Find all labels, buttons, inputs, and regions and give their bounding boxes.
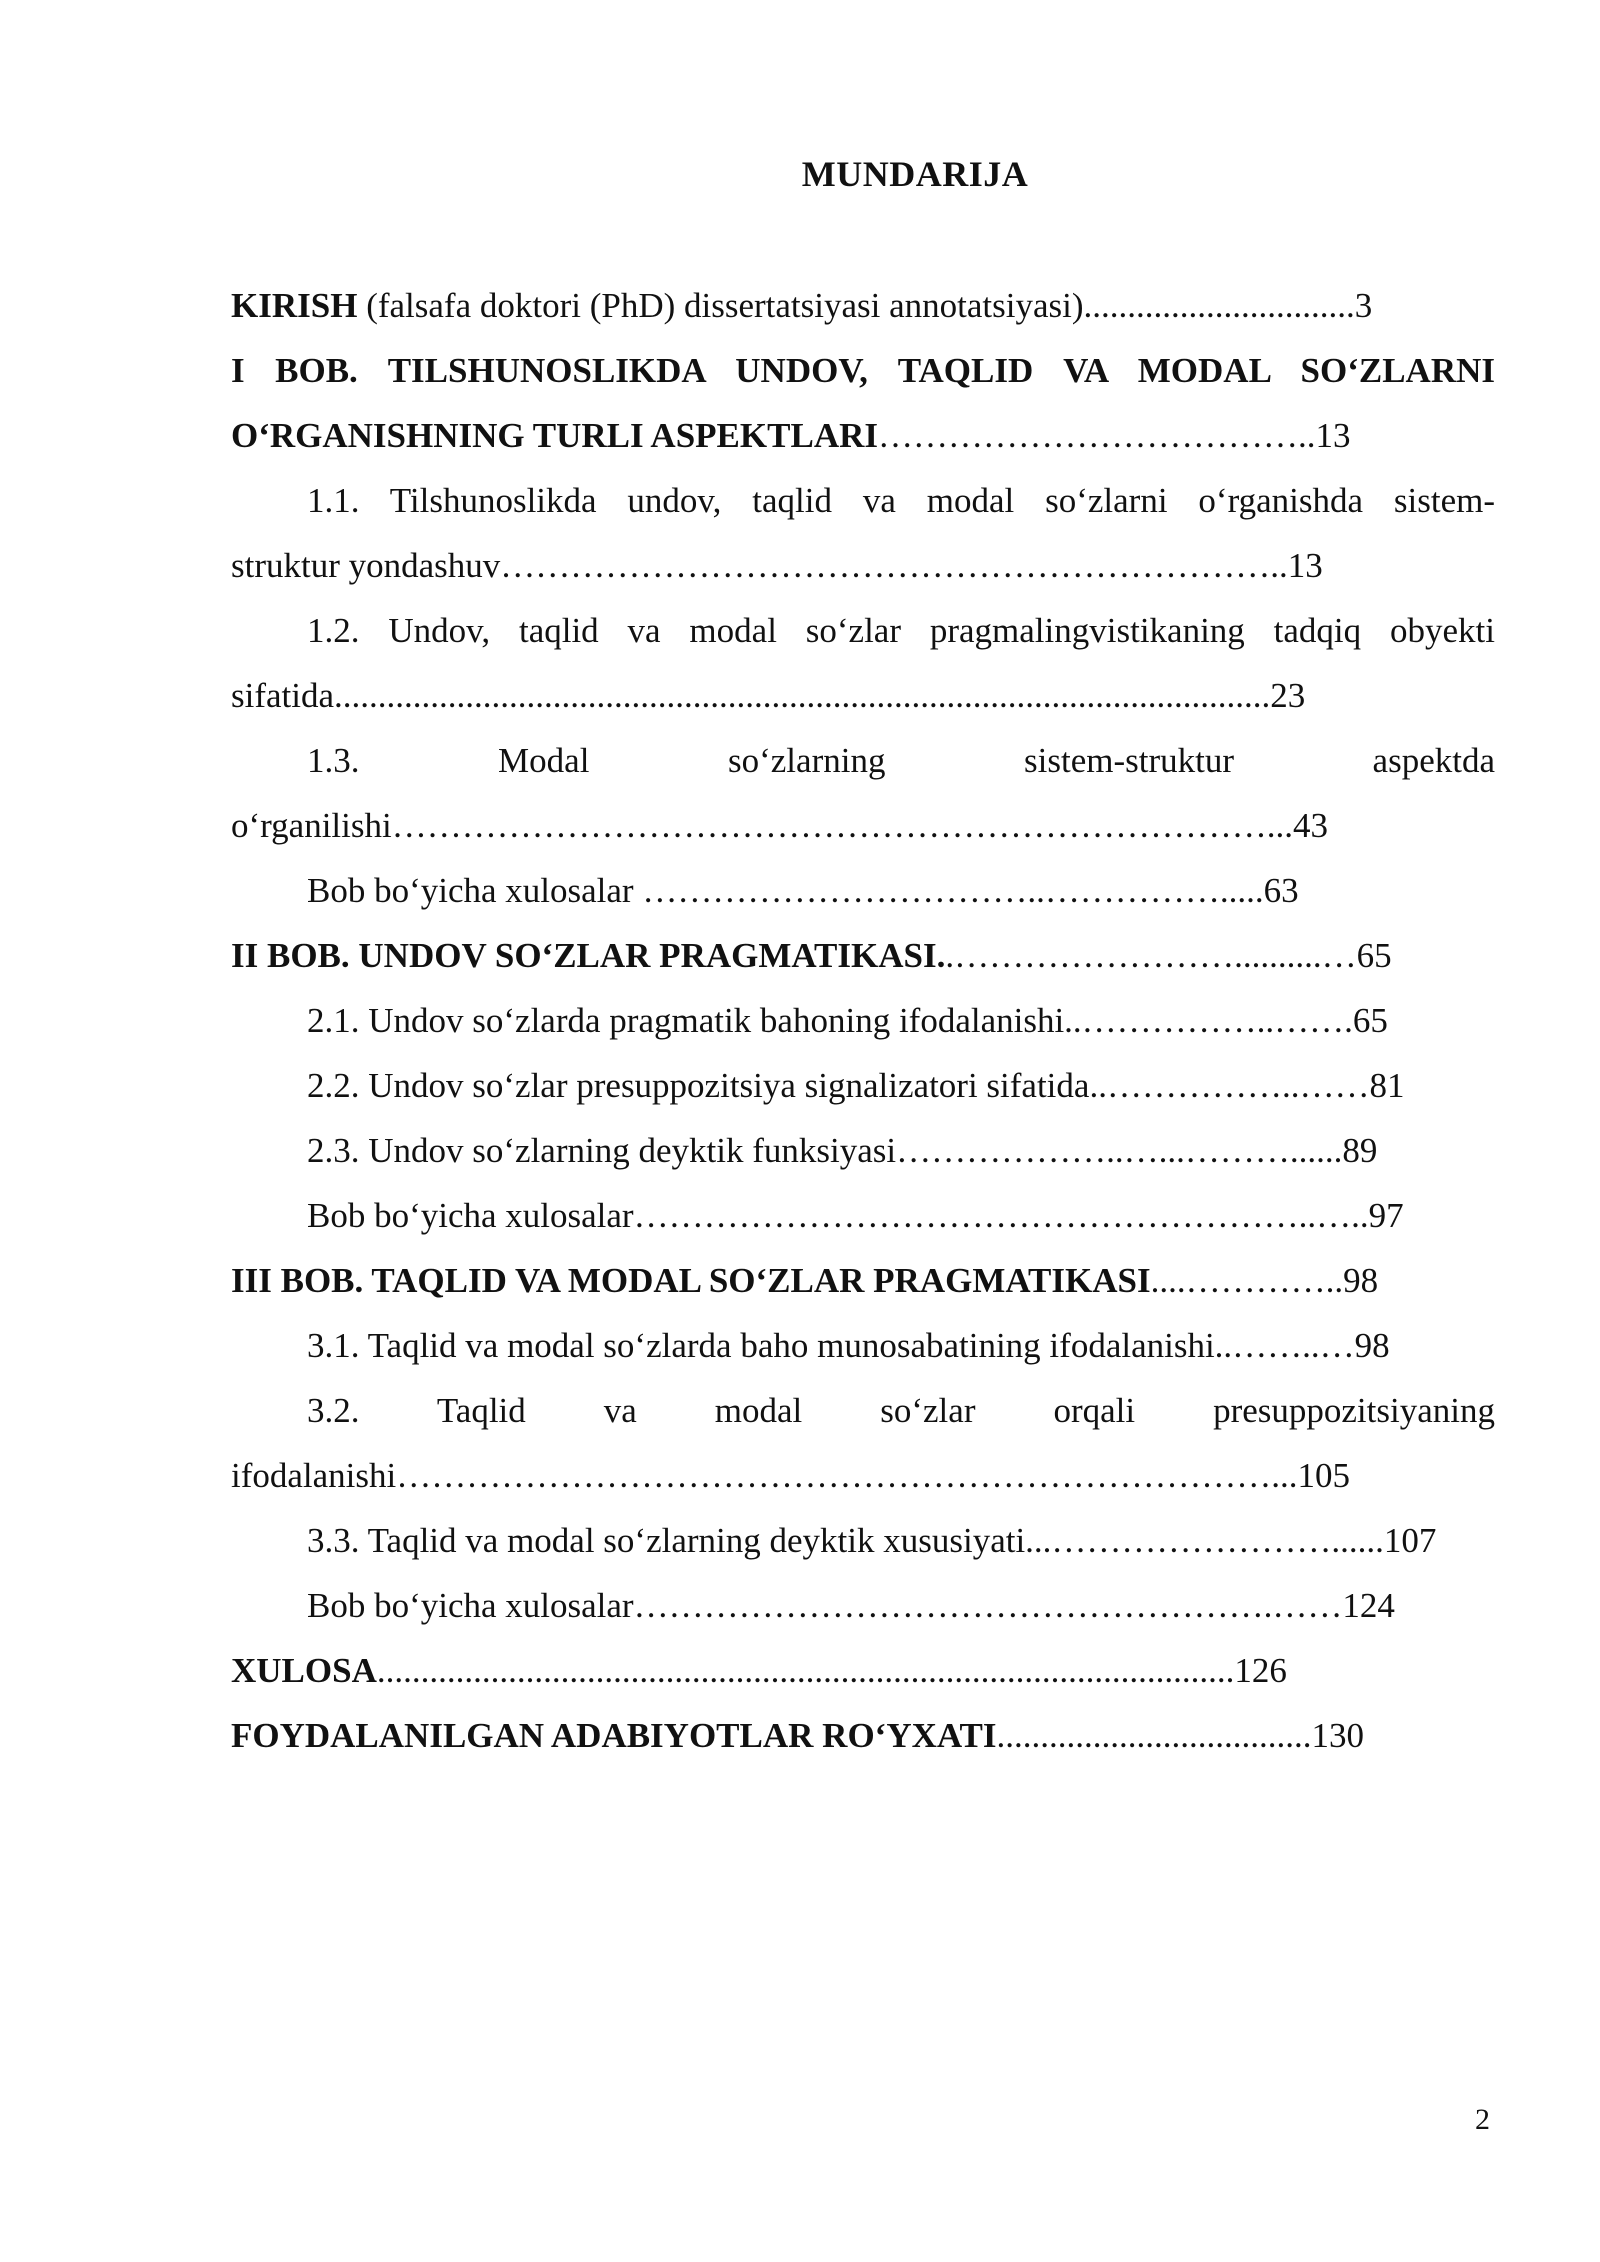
toc-entry-chapter-3-conclusions[interactable]: [231, 1576, 1495, 1641]
toc-entry-chapter-1-conclusions[interactable]: [231, 861, 1495, 926]
toc-entry-text: (falsafa doktori (PhD) dissertatsiyasi annotatsiyasi)...............................3: [357, 286, 1373, 325]
toc-entry-text: 1.2. Undov, taqlid va modal so‘zlar pragmalingvistikaning tadqiq obyekti: [307, 611, 1495, 650]
toc-entry-xulosa[interactable]: [231, 1641, 1495, 1706]
toc-entry-text: 2.1. Undov so‘zlarda pragmatik bahoning ifodalanishi..……………..…….65: [307, 1001, 1388, 1040]
toc-entry-text: Bob bo‘yicha xulosalar…………………………………………………..…..97: [307, 1196, 1404, 1235]
toc-entry-title: XULOSA: [231, 1651, 377, 1690]
toc-entry-text: 1.1. Tilshunoslikda undov, taqlid va modal so‘zlarni o‘rganishda sistem-: [307, 481, 1495, 520]
toc-entry-references[interactable]: [231, 1706, 1495, 1771]
toc-entry-chapter-1[interactable]: [231, 341, 1495, 471]
toc-entry-section-1-2[interactable]: [231, 601, 1495, 731]
page-title: MUNDARIJA: [801, 154, 1029, 194]
toc-entry-title-continued: O‘RGANISHNING TURLI ASPEKTLARI: [231, 416, 878, 455]
toc-entry-leader: ..................................................................................................126: [376, 1651, 1287, 1690]
page-number: 2: [1475, 2103, 1490, 2136]
toc-entry-leader: ………………………………..13: [878, 416, 1351, 455]
toc-entry-kirish[interactable]: [231, 276, 1495, 341]
toc-entry-section-2-1[interactable]: [231, 991, 1495, 1056]
toc-entry-section-2-2[interactable]: [231, 1056, 1495, 1121]
toc-entry-text: 2.2. Undov so‘zlar presuppozitsiya signalizatori sifatida..……………..……81: [307, 1066, 1405, 1105]
toc-entry-text-continued: o‘rganilishi…………………………………………………………………...43: [231, 806, 1328, 845]
toc-entry-text-continued: struktur yondashuv…………………………………………………………..13: [231, 546, 1323, 585]
toc-entry-section-3-2[interactable]: [231, 1381, 1495, 1511]
toc-entry-text-continued: ifodalanishi…………………………………………………………………...105: [231, 1456, 1350, 1495]
toc-entry-title: II BOB. UNDOV SO‘ZLAR PRAGMATIKASI.: [231, 936, 946, 975]
toc-entry-title: KIRISH: [231, 286, 358, 325]
toc-entry-section-3-3[interactable]: [231, 1511, 1495, 1576]
toc-entry-title: I BOB. TILSHUNOSLIKDA UNDOV, TAQLID VA MODAL SO‘ZLARNI: [231, 351, 1495, 390]
toc-entry-section-1-3[interactable]: [231, 731, 1495, 861]
toc-entry-title: III BOB. TAQLID VA MODAL SO‘ZLAR PRAGMATIKASI: [231, 1261, 1151, 1300]
toc-entry-text: Bob bo‘yicha xulosalar……………………………………………….……124: [307, 1586, 1395, 1625]
toc-entry-chapter-3[interactable]: [231, 1251, 1495, 1316]
toc-entry-text: 1.3. Modal so‘zlarning sistem-struktur aspektda: [307, 741, 1495, 780]
toc-entry-text-continued: sifatida...........................................................................................................23: [231, 676, 1306, 715]
toc-entry-chapter-2-conclusions[interactable]: [231, 1186, 1495, 1251]
toc-entry-section-3-1[interactable]: [231, 1316, 1495, 1381]
toc-entry-title: FOYDALANILGAN ADABIYOTLAR RO‘YXATI: [231, 1716, 997, 1755]
toc-entry-section-2-3[interactable]: [231, 1121, 1495, 1186]
toc-entry-leader: .……………………..........…65: [945, 936, 1392, 975]
toc-entry-text: 3.3. Taqlid va modal so‘zlarning deyktik xususiyati...……………………......107: [307, 1521, 1437, 1560]
toc-entry-text: 3.1. Taqlid va modal so‘zlarda baho munosabatining ifodalanishi..……..…98: [307, 1326, 1390, 1365]
toc-entry-chapter-2[interactable]: [231, 926, 1495, 991]
toc-entry-leader: ....…………..98: [1150, 1261, 1379, 1300]
toc-entry-text: 2.3. Undov so‘zlarning deyktik funksiyasi………………..…...………......89: [307, 1131, 1378, 1170]
table-of-contents: [231, 276, 1495, 1771]
toc-entry-section-1-1[interactable]: [231, 471, 1495, 601]
toc-entry-text: Bob bo‘yicha xulosalar ……………………………..…………….....63: [307, 871, 1299, 910]
toc-entry-text: 3.2. Taqlid va modal so‘zlar orqali presuppozitsiyaning: [307, 1391, 1495, 1430]
toc-entry-leader: ....................................130: [996, 1716, 1365, 1755]
